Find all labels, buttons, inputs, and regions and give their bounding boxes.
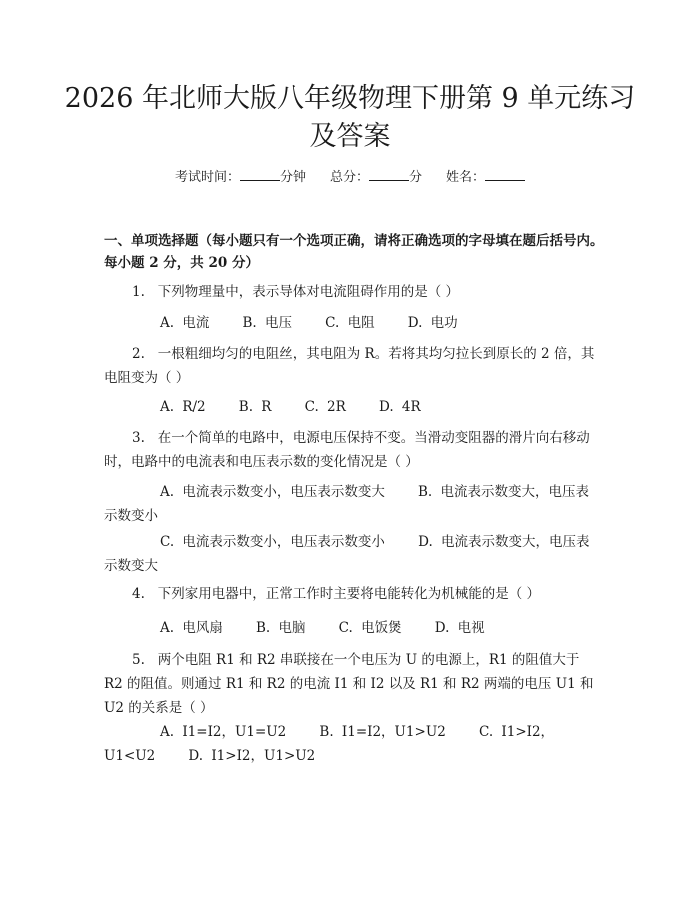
question-2-options: A. R/2 B. R C. 2R D. 4R xyxy=(160,399,421,415)
score-blank xyxy=(369,168,409,181)
question-3-options-cd: C. 电流表示数变小，电压表示数变小 D. 电流表示数变大，电压表示数变大 xyxy=(104,534,590,574)
time-label: 考试时间： xyxy=(174,170,240,185)
score-unit: 分 xyxy=(409,170,423,185)
question-3-options-ab: A. 电流表示数变小，电压表示数变大 B. 电流表示数变大，电压表示数变小 xyxy=(104,484,589,524)
question-5-options: A. I1=I2，U1=U2 B. I1=I2，U1>U2 C. I1>I2，U1<U2 D. I1>I2，U1>U2 xyxy=(104,724,555,764)
question-2-stem: 2. 一根粗细均匀的电阻丝，其电阻为 R。若将其均匀拉长到原长的 2 倍，其电阻变为（ ） xyxy=(104,346,595,386)
score-label: 总分： xyxy=(329,170,369,185)
exam-info-line xyxy=(0,168,700,188)
question-3-stem: 3. 在一个简单的电路中，电源电压保持不变。当滑动变阻器的滑片向右移动时，电路中的电流表和电压表示数的变化情况是（ ） xyxy=(104,430,590,470)
document-title: 2026 年北师大版八年级物理下册第 9 单元练习及答案 xyxy=(64,83,636,152)
time-blank xyxy=(240,168,280,181)
question-1-options: A. 电流 B. 电压 C. 电阻 D. 电功 xyxy=(160,315,458,331)
name-label: 姓名： xyxy=(446,170,486,185)
section-heading: 一、单项选择题（每小题只有一个选项正确，请将正确选项的字母填在题后括号内。每小题 2 分，共 20 分） xyxy=(104,233,604,271)
question-4-stem: 4. 下列家用电器中，正常工作时主要将电能转化为机械能的是（ ） xyxy=(132,586,541,602)
time-unit: 分钟 xyxy=(279,170,306,185)
name-blank xyxy=(485,168,525,181)
question-5-stem: 5. 两个电阻 R1 和 R2 串联接在一个电压为 U 的电源上，R1 的阻值大于 R2 的阻值。则通过 R1 和 R2 的电流 I1 和 I2 以及 R1 和 R2 两端的电压 U1 和 U2 的关系是（ ） xyxy=(104,652,594,716)
question-1-stem: 1. 下列物理量中，表示导体对电流阻碍作用的是（ ） xyxy=(132,284,460,300)
question-4-options: A. 电风扇 B. 电脑 C. 电饭煲 D. 电视 xyxy=(160,620,485,636)
